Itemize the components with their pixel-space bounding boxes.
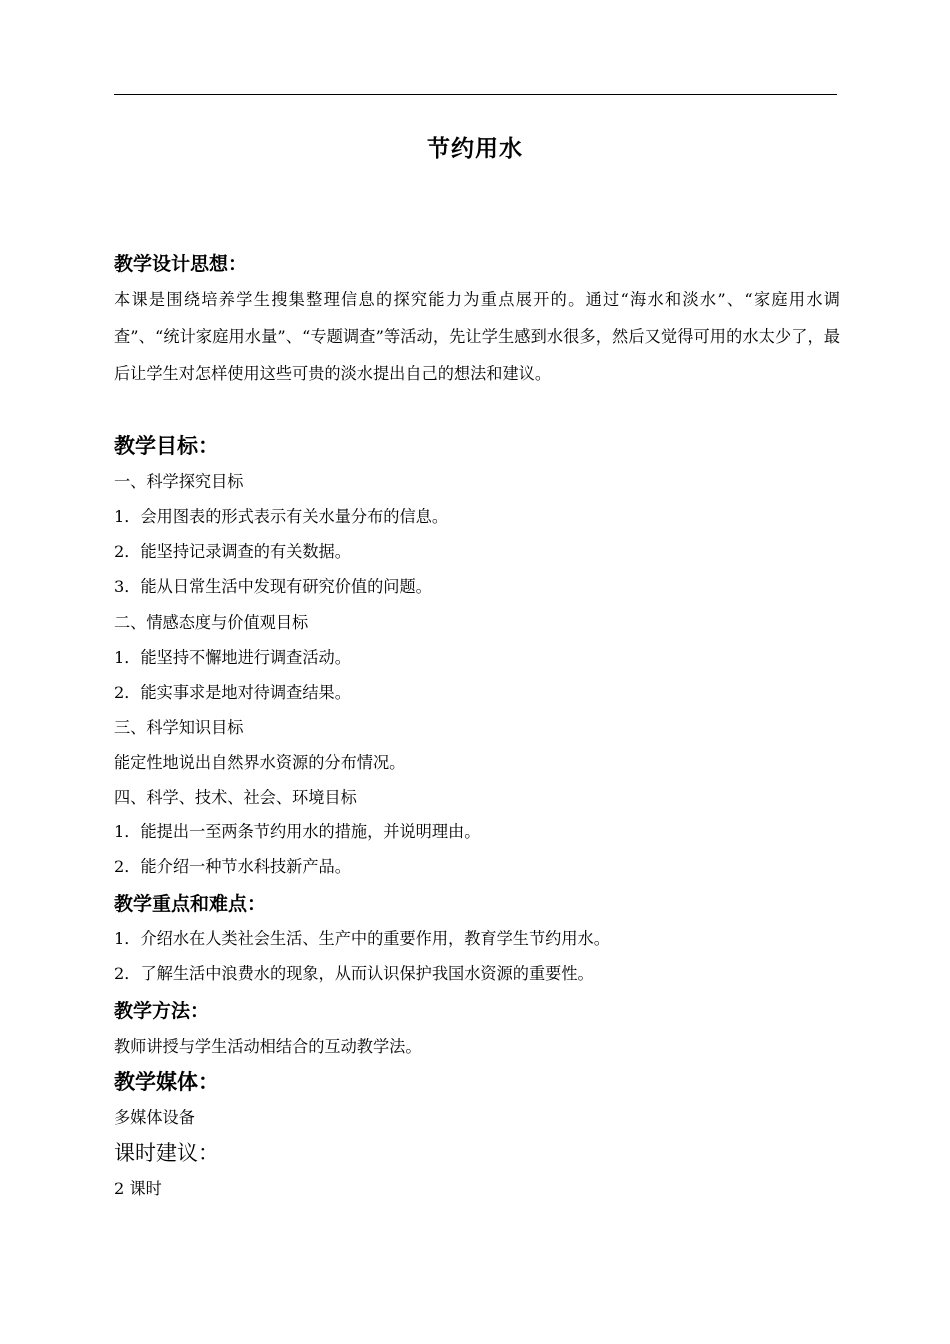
goal-3-text: 能定性地说出自然界水资源的分布情况。 <box>114 753 406 772</box>
time-text: 2 课时 <box>114 1179 162 1198</box>
goal-1-item-2: 2．能坚持记录调查的有关数据。 <box>114 542 351 561</box>
goal-section-1-title: 一、科学探究目标 <box>114 472 244 491</box>
method-heading: 教学方法： <box>114 1000 210 1022</box>
design-paragraph: 本课是围绕培养学生搜集整理信息的探究能力为重点展开的。通过“海水和淡水”、“家庭用水调查”、“统计家庭用水量”、“专题调查”等活动，先让学生感到水很多，然后又觉得可用的水太少了，最后让学生对怎样使用这些可贵的淡水提出自己的想法和建议。 <box>114 290 840 383</box>
goal-4-item-2: 2．能介绍一种节水科技新产品。 <box>114 857 351 876</box>
goal-section-3-title: 三、科学知识目标 <box>114 718 244 737</box>
design-heading: 教学设计思想： <box>114 253 248 275</box>
goal-section-4-title: 四、科学、技术、社会、环境目标 <box>114 788 357 807</box>
key-item-2: 2．了解生活中浪费水的现象，从而认识保护我国水资源的重要性。 <box>114 964 594 983</box>
media-text: 多媒体设备 <box>114 1108 195 1127</box>
document-title: 节约用水 <box>427 136 523 162</box>
time-heading: 课时建议： <box>114 1141 219 1165</box>
goal-1-item-1: 1．会用图表的形式表示有关水量分布的信息。 <box>114 507 449 526</box>
goal-2-item-1: 1．能坚持不懈地进行调查活动。 <box>114 648 351 667</box>
media-heading: 教学媒体： <box>114 1070 219 1094</box>
header-rule <box>114 94 837 95</box>
goal-section-2-title: 二、情感态度与价值观目标 <box>114 613 309 632</box>
goal-1-item-3: 3．能从日常生活中发现有研究价值的问题。 <box>114 577 432 596</box>
goal-2-item-2: 2．能实事求是地对待调查结果。 <box>114 683 351 702</box>
key-item-1: 1．介绍水在人类社会生活、生产中的重要作用，教育学生节约用水。 <box>114 929 610 948</box>
key-heading: 教学重点和难点： <box>114 893 267 915</box>
method-text: 教师讲授与学生活动相结合的互动教学法。 <box>114 1037 422 1056</box>
goals-heading: 教学目标： <box>114 434 219 458</box>
goal-4-item-1: 1．能提出一至两条节约用水的措施，并说明理由。 <box>114 822 481 841</box>
